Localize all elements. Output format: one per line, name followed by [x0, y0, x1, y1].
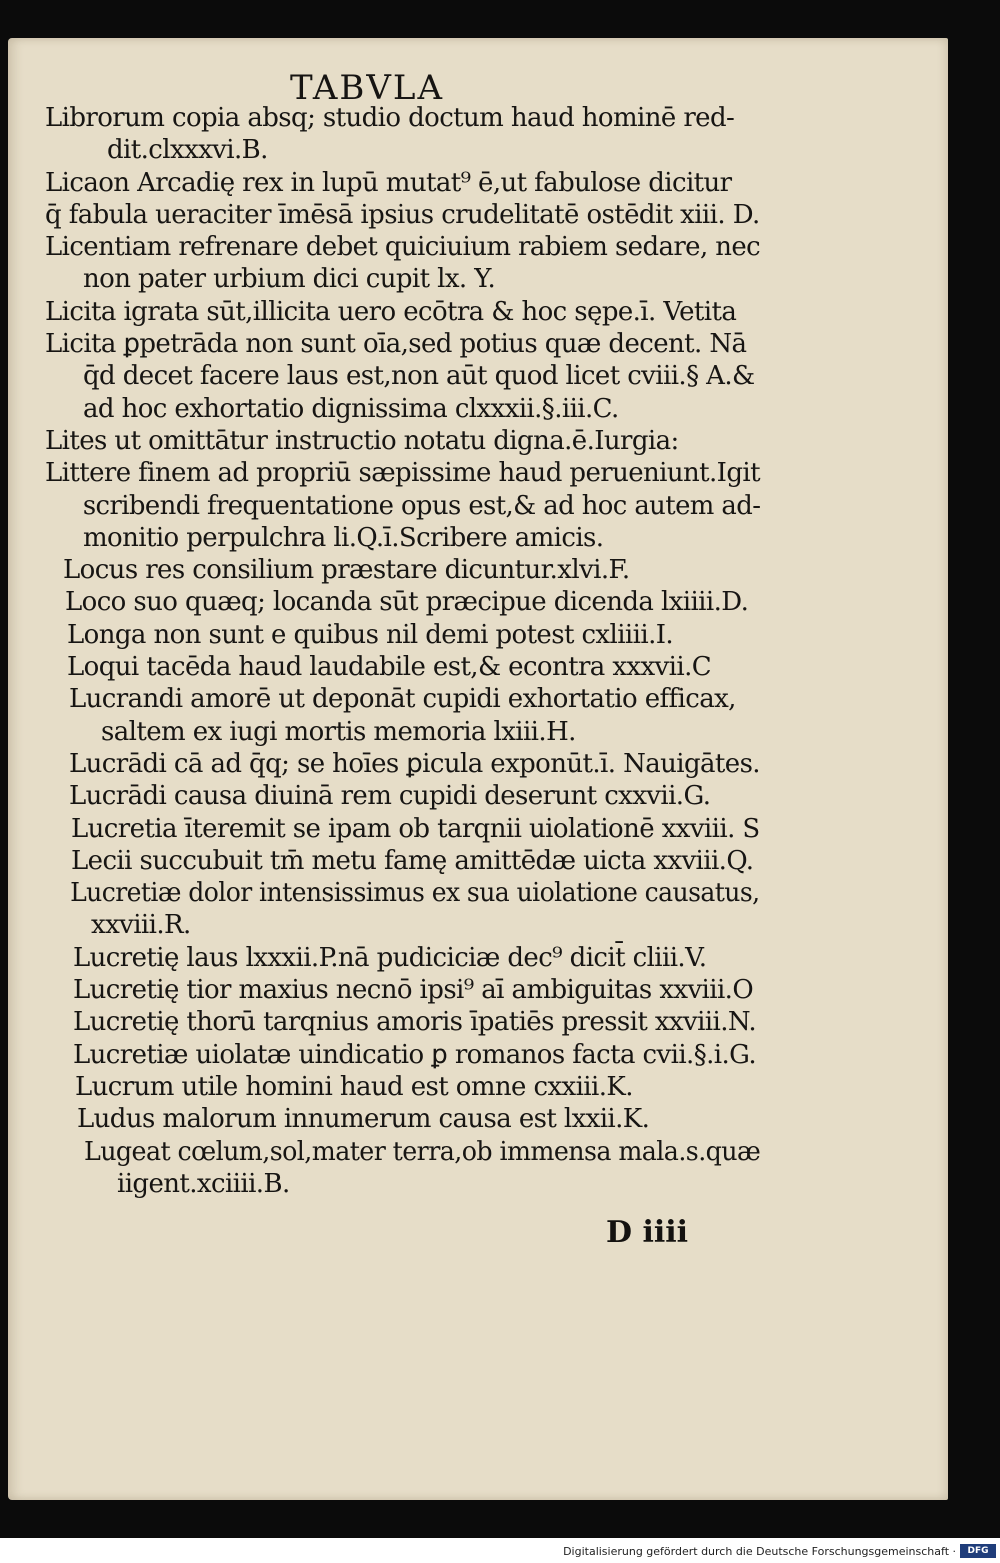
- index-line: non pater urbium dici cupit lx. Y.: [83, 264, 496, 295]
- index-line: Lites ut omittātur instructio notatu digna.ē.Iurgia:: [45, 425, 679, 456]
- index-line: Licita ꝑpetrāda non sunt oīa,sed potius quæ decent. Nā: [45, 329, 747, 360]
- index-line: Lecii succubuit tm̄ metu famę amittēdæ uicta xxviii.Q.: [71, 845, 754, 876]
- index-line: scribendi frequentatione opus est,& ad hoc autem ad-: [82, 490, 761, 521]
- index-line: Lucretię tior maxius necnō ipsi⁹ aī ambiguitas xxviii.O: [73, 975, 754, 1006]
- funding-credit: Digitalisierung gefördert durch die Deutsche Forschungsgemeinschaft ·: [563, 1545, 956, 1558]
- index-line: Littere finem ad propriū sæpissime haud perueniunt.Igit: [45, 458, 760, 489]
- index-line: Lucretiæ dolor intensissimus ex sua uiolatione causatus,: [70, 878, 760, 909]
- index-line: q̄d decet facere laus est,non aūt quod licet cviii.§ A.&: [83, 361, 755, 392]
- index-line: xxviii.R.: [91, 910, 191, 941]
- index-line: Licita igrata sūt,illicita uero ecōtra & hoc sępe.ī. Vetita: [45, 296, 737, 327]
- index-line: Librorum copia absq; studio doctum haud hominē red-: [45, 103, 735, 133]
- index-line: Loco suo quæq; locanda sūt præcipue dicenda lxiiii.D.: [65, 587, 749, 618]
- index-line: Longa non sunt e quibus nil demi potest cxliiii.I.: [67, 619, 674, 650]
- index-line: Licaon Arcadię rex in lupū mutat⁹ ē,ut fabulose dicitur: [45, 167, 732, 198]
- index-line: Lucrādi cā ad q̄q; se hoīes ꝑicula exponūt.ī. Nauigātes.: [69, 748, 760, 779]
- index-line: Lucrum utile homini haud est omne cxxiii.K.: [75, 1071, 633, 1102]
- index-line: ad hoc exhortatio dignissima clxxxii.§.iii.C.: [83, 393, 619, 424]
- index-line: Lucretiæ uiolatæ uindicatio ꝑ romanos facta cvii.§.i.G.: [73, 1039, 757, 1070]
- index-line: Lugeat cœlum,sol,mater terra,ob immensa mala.s.quæ: [83, 1136, 761, 1167]
- index-line: iigent.xciiii.B.: [117, 1168, 290, 1199]
- index-line: dit.clxxxvi.B.: [107, 135, 268, 166]
- index-line: q̄ fabula ueraciter īmēsā ipsius crudelitatē ostēdit xiii. D.: [45, 199, 760, 230]
- index-line: Locus res consilium præstare dicuntur.xlvi.F.: [63, 555, 630, 586]
- index-line: Lucretię laus lxxxii.P.nā pudiciciæ dec⁹ dicit̄ cliii.V.: [73, 942, 707, 973]
- dfg-logo: DFG: [960, 1544, 996, 1558]
- index-line: Lucrandi amorē ut deponāt cupidi exhortatio efficax,: [69, 684, 736, 715]
- index-line: monitio perpulchra li.Q.ī.Scribere amicis.: [83, 522, 604, 553]
- index-line: Lucretia īteremit se ipam ob tarqnii uiolationē xxviii. S: [71, 813, 760, 844]
- index-entries: [45, 102, 760, 1200]
- index-line: Lucrādi causa diuinā rem cupidi deserunt cxxvii.G.: [69, 781, 711, 812]
- index-line: Ludus malorum innumerum causa est lxxii.K.: [77, 1104, 650, 1135]
- index-line: Licentiam refrenare debet quiciuium rabiem sedare, nec: [45, 232, 761, 263]
- index-line: saltem ex iugi mortis memoria lxiii.H.: [101, 716, 576, 747]
- page-header: TABVLA: [290, 68, 445, 108]
- index-line: Loqui tacēda haud laudabile est,& econtra xxxvii.C: [67, 652, 712, 683]
- index-line: Lucretię thorū tarqnius amoris īpatiēs pressit xxviii.N.: [73, 1007, 757, 1038]
- signature-mark: D iiii: [606, 1215, 689, 1250]
